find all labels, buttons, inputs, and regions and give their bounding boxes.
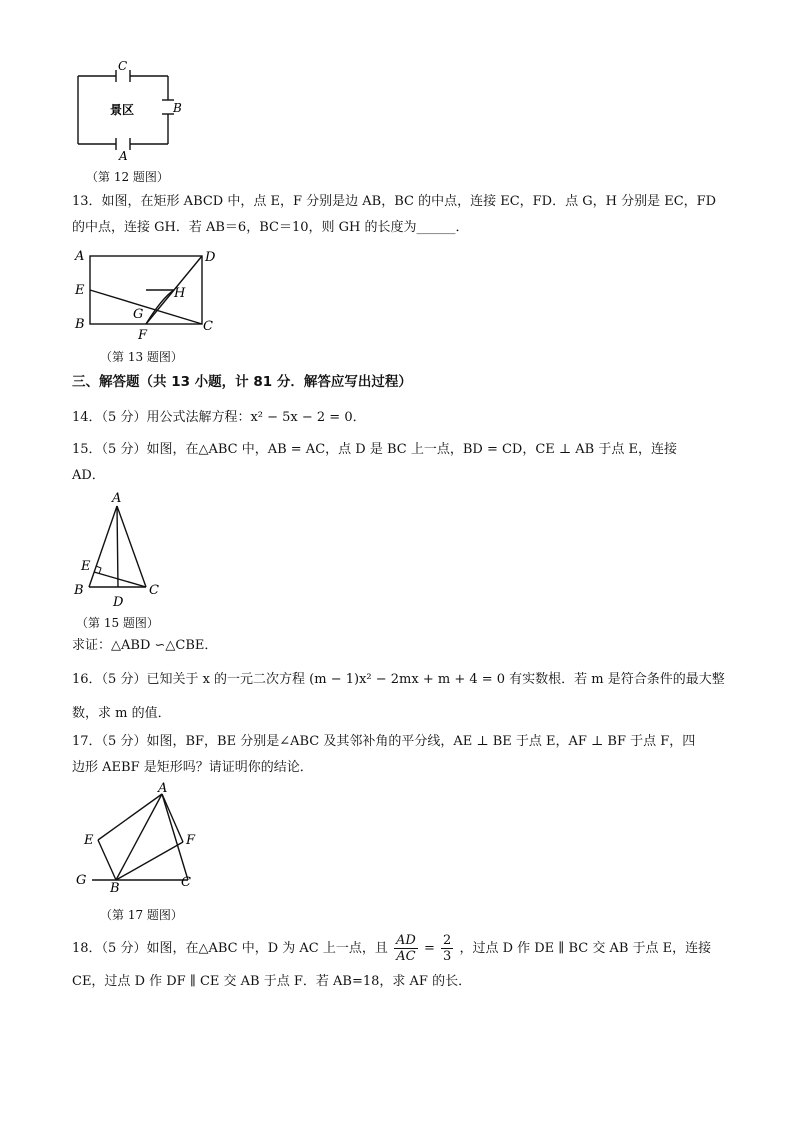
figure-13 [72, 246, 222, 342]
q14-text: 14．（5 分）用公式法解方程：x² − 5x − 2 = 0． [72, 410, 366, 425]
fig12-label-b: B [173, 101, 182, 115]
fig17-caption: （第 17 题图） [100, 908, 183, 922]
q18-frac-left-num: AD [396, 933, 416, 948]
q18-line-2: CE，过点 D 作 DF ∥ CE 交 AB 于点 F．若 AB=18，求 AF 的长． [72, 974, 472, 989]
fig12-label-area: 景区 [110, 103, 135, 117]
fig13-label-a: A [75, 249, 85, 264]
fig13-label-d: D [205, 250, 216, 265]
fig13-label-f: F [138, 328, 148, 342]
q18-fraction-ad-ac [394, 933, 418, 964]
q15-line-2: AD． [72, 468, 105, 483]
fig17-label-c: C [181, 875, 191, 890]
fig15-label-e: E [81, 559, 91, 574]
q18-line-1 [72, 932, 711, 966]
fig15-caption: （第 15 题图） [76, 616, 159, 630]
fig17-label-g: G [76, 873, 87, 888]
q15-line-1: 15．（5 分）如图，在△ABC 中，AB = AC，点 D 是 BC 上一点，BD = CD，CE ⊥ AB 于点 E，连接 [72, 442, 677, 457]
q17-line-1: 17．（5 分）如图，BF，BE 分别是∠ABC 及其邻补角的平分线，AE ⊥ BE 于点 E，AF ⊥ BF 于点 F，四 [72, 734, 696, 749]
q18-frac-right-num: 2 [443, 933, 452, 948]
q13-line-1: 13．如图，在矩形 ABCD 中，点 E，F 分别是边 AB，BC 的中点，连接 EC，FD．点 G，H 分别是 EC，FD [72, 194, 717, 209]
fig15-label-d: D [113, 595, 124, 610]
q18-frac-right-den: 3 [443, 949, 452, 964]
fig13-caption: （第 13 题图） [100, 350, 183, 364]
fig13-label-e: E [75, 283, 85, 298]
fig12-label-c: C [118, 60, 128, 73]
fig15-label-a: A [112, 491, 122, 506]
fig17-label-b: B [110, 881, 120, 894]
q18-line-1-post: ，过点 D 作 DE ∥ BC 交 AB 于点 E，连接 [459, 941, 712, 956]
fig15-label-b: B [74, 583, 84, 598]
fig17-label-e: E [84, 833, 94, 848]
q17-line-2: 边形 AEBF 是矩形吗？请证明你的结论． [72, 760, 313, 775]
figure-12 [72, 60, 202, 162]
q18-fraction-2-3 [441, 933, 453, 964]
q18-eq: = [423, 941, 435, 956]
q16-line-1: 16．（5 分）已知关于 x 的一元二次方程 (m − 1)x² − 2mx + m + 4 = 0 有实数根．若 m 是符合条件的最大整 [72, 672, 725, 687]
q15-proof: 求证：△ABD ∽△CBE． [72, 638, 218, 653]
fig13-label-h: H [174, 286, 186, 301]
fig12-label-a: A [119, 149, 128, 162]
fig15-label-c: C [149, 583, 159, 598]
q18-line-1-pre: 18．（5 分）如图，在△ABC 中，D 为 AC 上一点，且 [72, 941, 388, 956]
q16-line-2: 数，求 m 的值． [72, 706, 171, 721]
figure-15 [72, 488, 172, 610]
fig13-label-c: C [203, 319, 213, 334]
figure-17 [72, 782, 212, 894]
fig13-label-g: G [133, 307, 144, 322]
fig17-label-a: A [158, 782, 168, 796]
fig17-label-f: F [186, 833, 196, 848]
section-3-heading: 三、解答题（共 13 小题，计 81 分．解答应写出过程） [72, 374, 412, 390]
q13-line-2: 的中点，连接 GH．若 AB＝6，BC＝10，则 GH 的长度为______． [72, 220, 469, 235]
q18-frac-left-den: AC [396, 949, 416, 964]
fig12-caption: （第 12 题图） [86, 170, 169, 184]
fig13-label-b: B [75, 317, 85, 332]
